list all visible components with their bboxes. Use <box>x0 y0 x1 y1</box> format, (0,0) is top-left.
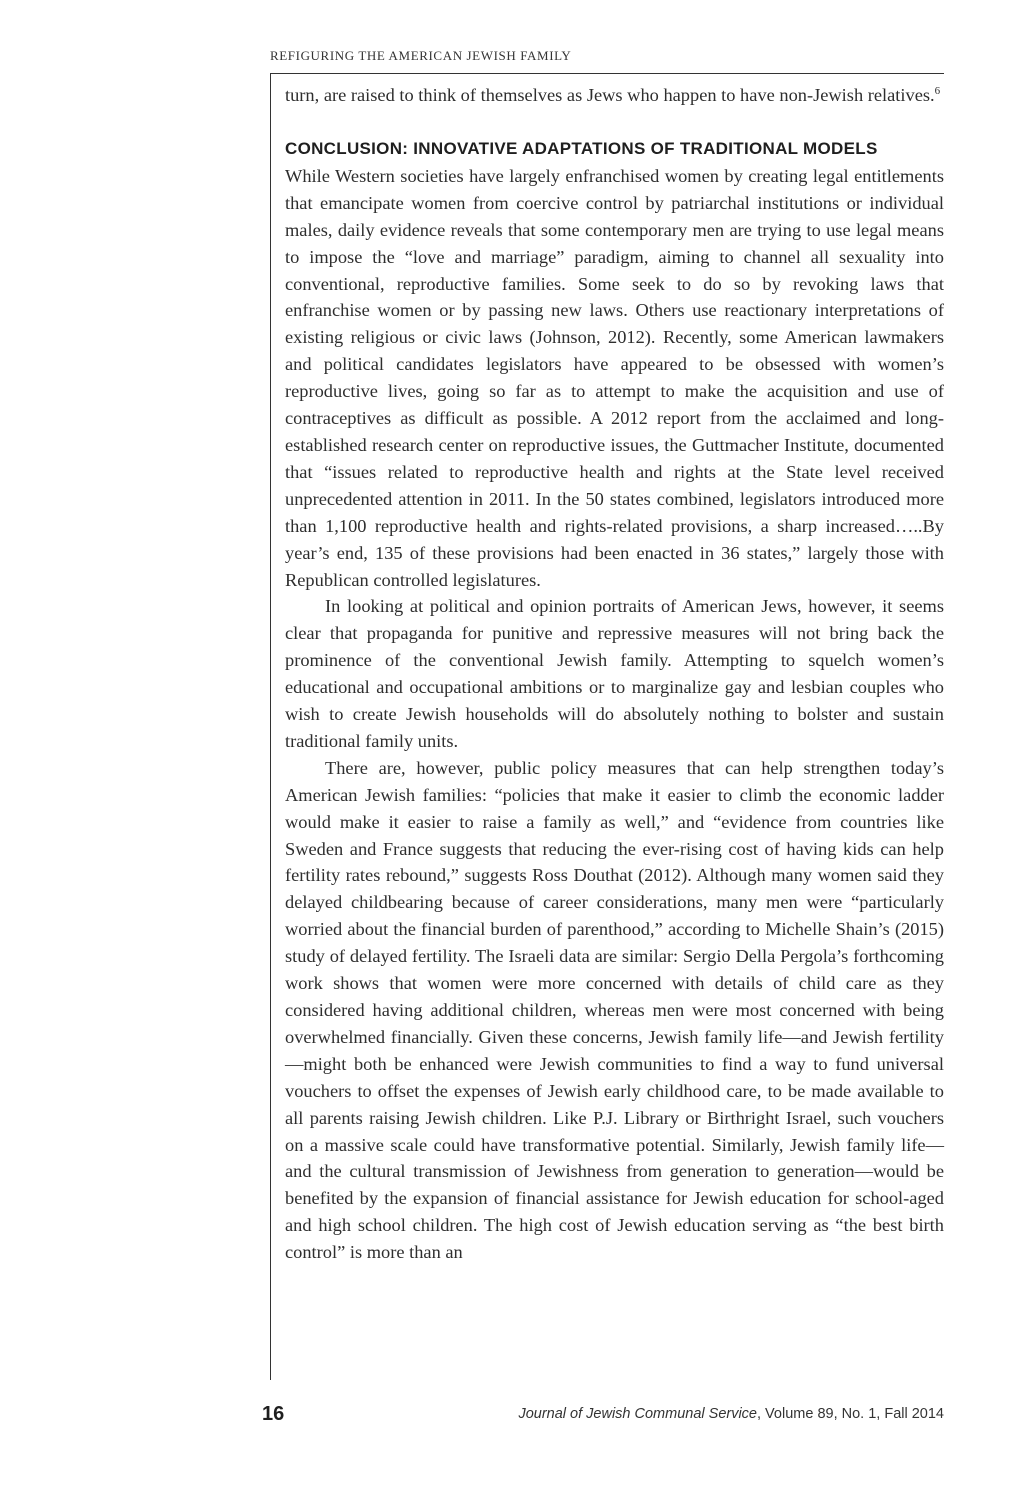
continuation-text: turn, are raised to think of themselves as Jews who happen to have non-Jewish relatives. <box>285 85 935 105</box>
left-rule <box>270 73 271 1380</box>
body-text <box>285 82 944 1266</box>
paragraph: In looking at political and opinion portraits of American Jews, however, it seems clear that propaganda for punitive and repressive measures will not bring back the prominence of the conventional Jewish family. Attempting to squelch women’s educational and occupational ambitions or to marginalize gay and lesbian couples who wish to create Jewish households will do absolutely nothing to bolster and sustain traditional family units. <box>285 596 944 751</box>
footnote-marker: 6 <box>934 84 941 97</box>
section-heading: CONCLUSION: INNOVATIVE ADAPTATIONS OF TRADITIONAL MODELS <box>285 138 878 158</box>
journal-title: Journal of Jewish Communal Service <box>518 1406 757 1422</box>
journal-citation <box>518 1406 944 1422</box>
paragraph: While Western societies have largely enfranchised women by creating legal entitlements that emancipate women from coercive control by patriarchal institutions or individual males, daily evidence reveals that some contemporary men are trying to use legal means to impose the “love and marriage” paradigm, aiming to channel all sexuality into conventional, reproductive families. Some seek to do so by revoking laws that enfranchise women or by passing new laws. Others use reactionary interpretations of existing religious or civic laws (Johnson, 2012). Recently, some American lawmakers and political candidates legislators have appeared to be obsessed with women’s reproductive lives, going so far as to attempt to make the acquisition and use of contraceptives as difficult as possible. A 2012 report from the acclaimed and long-established research center on reproductive issues, the Guttmacher Institute, documented that “issues related to reproductive health and rights at the State level received unprecedented attention in 2011. In the 50 states combined, legislators introduced more than 1,100 reproductive health and rights-related provisions, a sharp increased…..By year’s end, 135 of these provisions had been enacted in 36 states,” largely those with Republican controlled legislatures. <box>285 165 944 590</box>
continuation-paragraph <box>285 82 944 109</box>
running-head: REFIGURING THE AMERICAN JEWISH FAMILY <box>270 48 572 63</box>
journal-issue: , Volume 89, No. 1, Fall 2014 <box>757 1406 944 1422</box>
top-rule <box>270 73 944 74</box>
page-number: 16 <box>262 1403 285 1425</box>
paragraph: There are, however, public policy measures that can help strengthen today’s American Jewish families: “policies that make it easier to climb the economic ladder would make it easier to raise a family as well,” and “evidence from countries like Sweden and France suggests that reducing the ever-rising cost of having kids can help fertility rates rebound,” suggests Ross Douthat (2012). Although many women said they delayed childbearing because of career considerations, many men were “particularly worried about the financial burden of parenthood,” according to Michelle Shain’s (2015) study of delayed fertility. The Israeli data are similar: Sergio Della Pergola’s forthcoming work shows that women were more concerned with details of child care as they considered having additional children, whereas men were most concerned with being overwhelmed financially. Given these concerns, Jewish family life—and Jewish fertility—might both be enhanced were Jewish communities to find a way to fund universal vouchers to offset the expenses of Jewish early childhood care, to be made available to all parents raising Jewish children. Like P.J. Library or Birthright Israel, such vouchers on a massive scale could have transformative potential. Similarly, Jewish family life—and the cultural transmission of Jewishness from generation to generation—would be benefited by the expansion of financial assistance for Jewish education for school-aged and high school children. The high cost of Jewish education serving as “the best birth control” is more than an <box>285 757 944 1263</box>
